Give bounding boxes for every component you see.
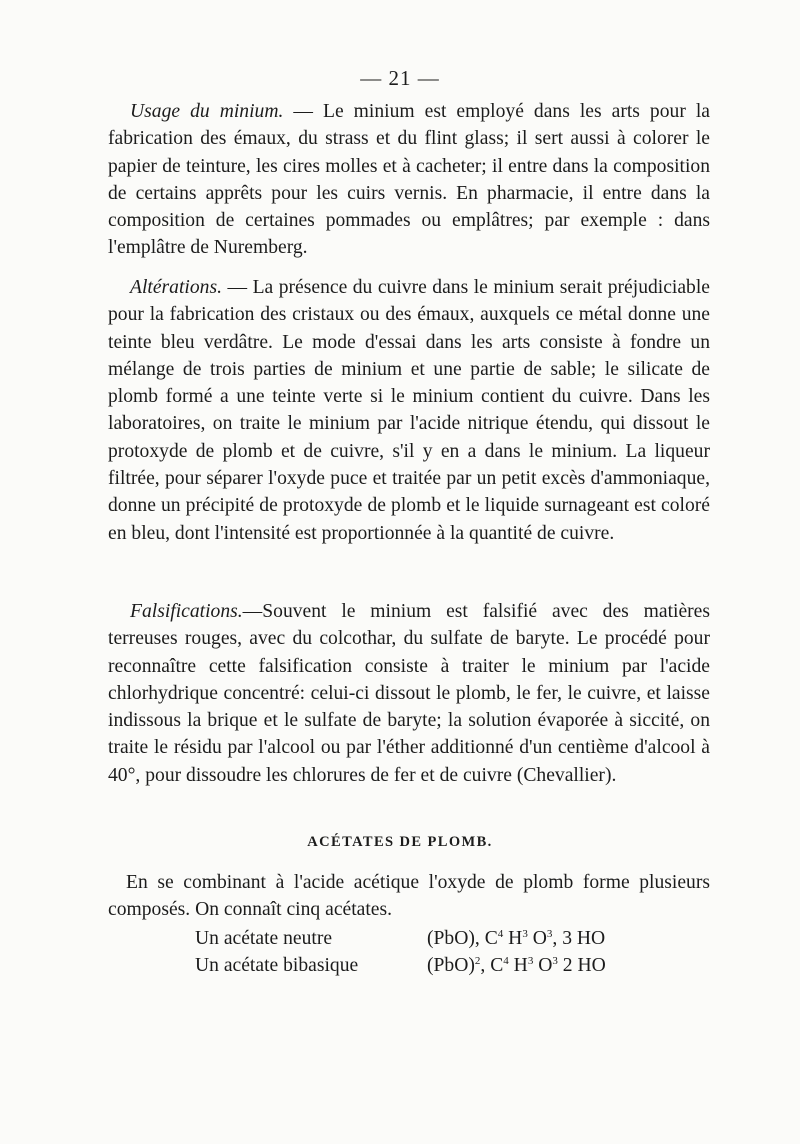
formula-superscript: 2 <box>474 955 481 967</box>
formula-superscript: 4 <box>503 955 509 967</box>
paragraph-falsifications-label: Falsifications. <box>130 601 243 622</box>
formula-expression <box>427 952 606 979</box>
formula-part: , 3 HO <box>552 928 606 949</box>
formula-expression <box>427 925 605 952</box>
formula-superscript: 3 <box>522 928 528 940</box>
paragraph-alterations <box>108 274 710 547</box>
formula-name: Un acétate bibasique <box>195 955 359 976</box>
formula-part: (PbO), C <box>427 928 498 949</box>
formula-superscript: 4 <box>497 928 504 940</box>
formula-part: , C <box>480 955 504 976</box>
formula-part: (PbO) <box>427 955 475 976</box>
paragraph-usage-text: — Le minium est employé dans les arts pour la fabrication des émaux, du strass et du flint glass; il sert aussi à colorer le papier de teinture, les cires molles et à cacheter; il entre dans la composition de certains apprêts pour les cuirs vernis. En pharmacie, il entre dans la composition de certaines pommades ou emplâtres; par exemple : dans l'emplâtre de Nuremberg. <box>108 101 711 259</box>
paragraph-acetates-intro: En se combinant à l'acide acétique l'oxyde de plomb forme plusieurs composés. On connaît cinq acétates. <box>108 872 710 921</box>
paragraph-usage-label: Usage du minium. <box>130 101 284 122</box>
paragraph-falsifications <box>108 598 710 789</box>
formula-superscript: 3 <box>552 955 558 967</box>
formula-part: 2 HO <box>557 955 606 976</box>
formula-superscript: 3 <box>546 928 553 940</box>
section-heading: ACÉTATES DE PLOMB. <box>307 834 493 850</box>
formula-part: O <box>533 955 553 976</box>
formula-part: H <box>508 955 528 976</box>
formula-name: Un acétate neutre <box>195 928 333 949</box>
page-number: — 21 — <box>360 66 440 90</box>
paragraph-usage <box>108 98 710 262</box>
formula-part: O <box>527 928 547 949</box>
paragraph-alterations-label: Altérations. <box>130 277 222 298</box>
paragraph-falsifications-text: —Souvent le minium est falsifié avec des matières terreuses rouges, avec du colcothar, du sulfate de baryte. Le procédé pour reconnaître cette falsification consiste à traiter le minium par l'acide chlorhydrique concentré: celui-ci dissout le plomb, le fer, le cuivre, et laisse indissous la brique et le sulfate de baryte; la solution évaporée à siccité, on traite le résidu par l'alcool ou par l'éther additionné d'un centième d'alcool à 40°, pour dissoudre les chlorures de fer et de cuivre (Chevallier). <box>108 601 710 786</box>
paragraph-alterations-text: — La présence du cuivre dans le minium serait préjudiciable pour la fabrication des cristaux ou des émaux, auxquels ce métal donne une teinte bleu verdâtre. Le mode d'essai dans les arts consiste à fondre un mélange de trois parties de minium et une partie de sable; le silicate de plomb formé a une teinte verte si le minium contient du cuivre. Dans les laboratoires, on traite le minium par l'acide nitrique étendu, qui dissout le protoxyde de plomb et de cuivre, s'il y en a dans le minium. La liqueur filtrée, pour séparer l'oxyde puce et traitée par un petit excès d'ammoniaque, donne un précipité de protoxyde de plomb et le liquide surnageant est coloré en bleu, dont l'intensité est proportionnée à la quantité de cuivre. <box>108 277 710 544</box>
formula-part: H <box>503 928 523 949</box>
formula-superscript: 3 <box>527 955 534 967</box>
